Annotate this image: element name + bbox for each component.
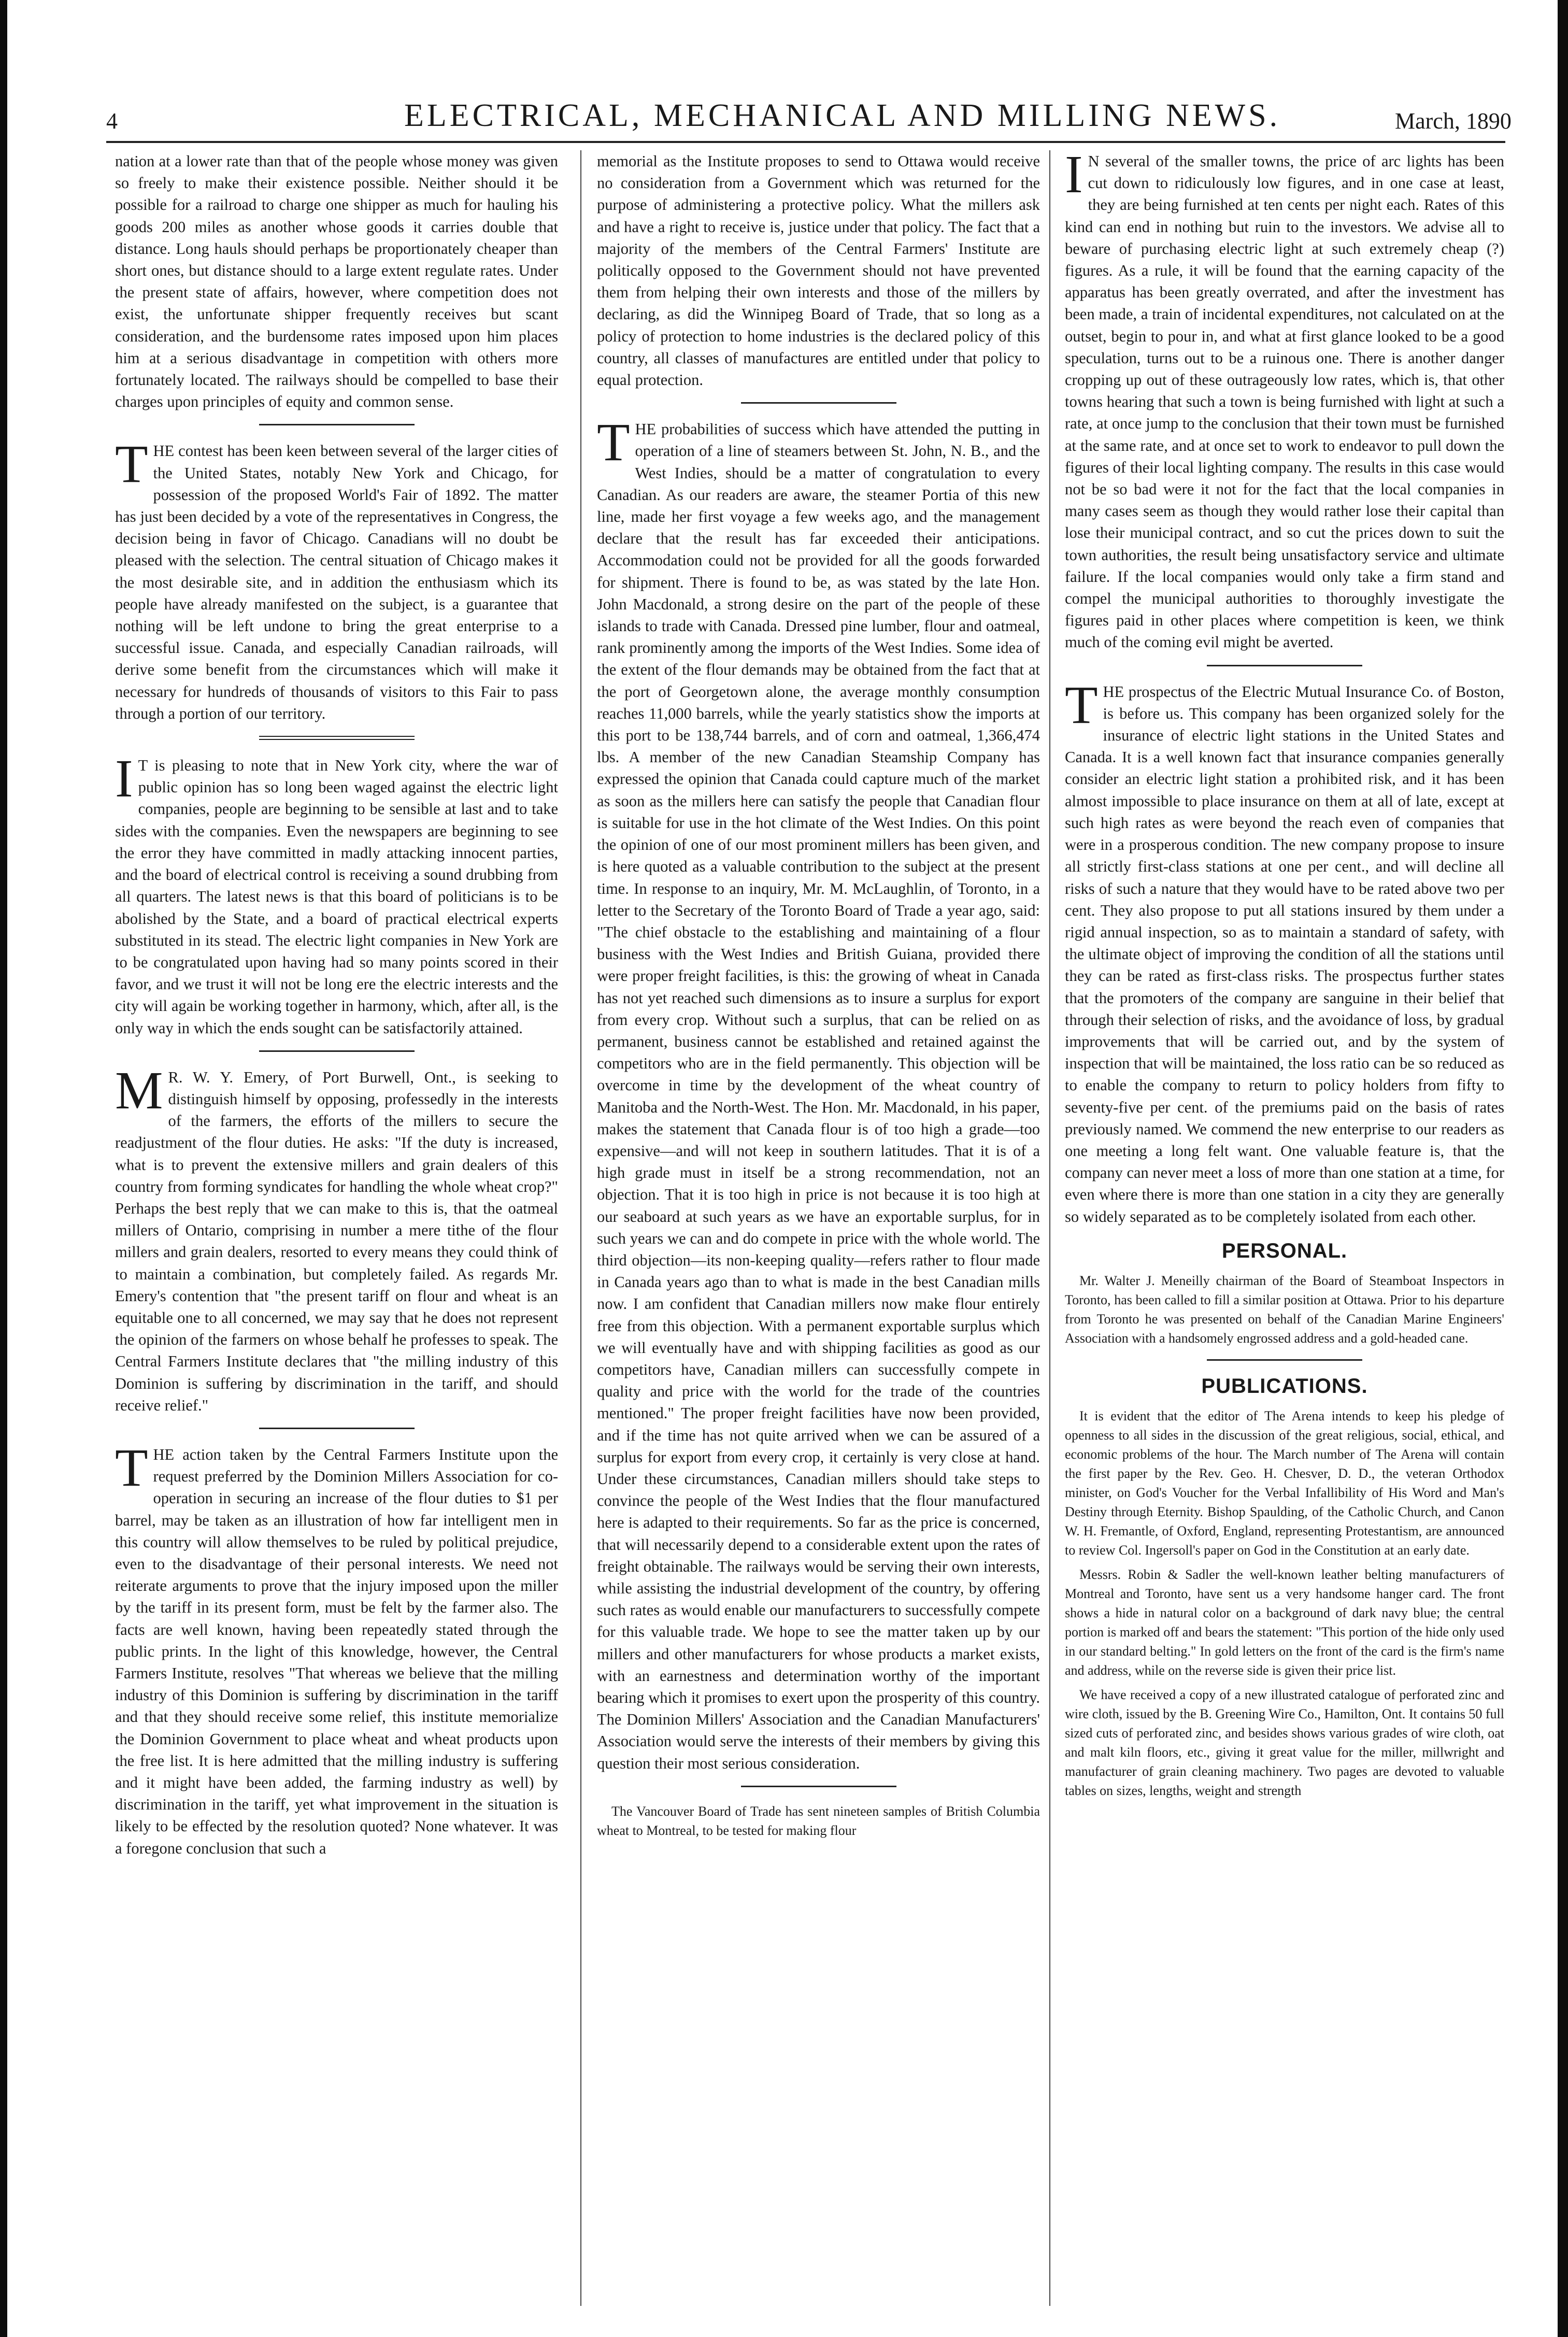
scan-edge-left: [0, 0, 7, 2337]
scan-edge-right: [1558, 0, 1568, 2337]
article-text: R. W. Y. Emery, of Port Burwell, Ont., is seeking to distinguish himself by opposing, professedly in the interests of the farmers, the efforts of the millers to secure the readjustment of the flour duties. He asks: "If the duty is increased, what is to prevent the extensive millers and grain dealers of this country from forming syndicates for handling the whole wheat crop?" Perhaps the best reply that we can make to this is, that the oatmeal millers of Ontario, comprising in number a mere tithe of the flour millers and grain dealers, resorted to every means they could think of to maintain a combination, but completely failed. As regards Mr. Emery's contention that "the present tariff on flour and wheat is an equitable one to all concerned, we may say that he does not represent the opinion of the farmers on whose behalf he professes to speak. The Central Farmers Institute declares that "the milling industry of this Dominion is suffering by discrimination in the tariff, and should receive relief.": [115, 1068, 558, 1414]
article-worlds-fair: [115, 434, 558, 724]
section-heading-personal: PERSONAL.: [1221, 1239, 1348, 1262]
publication-item: We have received a copy of a new illustrated catalogue of perforated zinc and wire cloth, issued by the B. Greening Wire Co., Hamilton, Ont. It contains 50 full sized cuts of perforated zinc, and besides shows various grades of wire cloth, oat and malt kiln floors, etc., giving it great value for the miller, millwright and manufacturer of grain cleaning machinery. Two pages are devoted to valuable tables on sizes, lengths, weight and strength: [1065, 1687, 1504, 1799]
publications-section: [1065, 1406, 1504, 1800]
column-1: [115, 150, 558, 2306]
article-text: T is pleasing to note that in New York city, where the war of public opinion has so long been waged against the electric light companies, people are beginning to be sensible at last and to take sides with the companies. Even the newspapers are beginning to see the error they have committed in madly attacking innocent parties, and the board of electrical control is receiving a sound drubbing from all quarters. The latest news is that this board of politicians is to be abolished by the State, and a board of practical electrical experts substituted in its stead. The electric light companies in New York are to be congratulated upon having had so many points scored in their favor, and we trust it will not be long ere the electric interests and the city will again be working together in harmony, which, after all, is the only way in which the ends sought can be satisfactorily attained.: [115, 757, 558, 1037]
article-memorial-continued: memorial as the Institute proposes to send to Ottawa would receive no consideration from a Government which was returned for the purpose of administering a protective policy. What the millers ask and have a right to receive is, justice under that policy. The fact that a majority of the members of the Central Farmers' Institute are politically opposed to the Government should not have prevented them from helping their own interests and those of the millers by declaring, as did the Winnipeg Board of Trade, that so long as a policy of protection to home industries is the declared policy of this country, all classes of manufactures are entitled under that policy to equal protection.: [597, 152, 1040, 389]
article-new-york-electric: [115, 749, 558, 1039]
article-railway-rates: nation at a lower rate than that of the people whose money was given so freely to make their existence possible. Neither should it be possible for a railroad to charge one shipper as much for hauling his goods 200 miles as another whose goods it carries double that distance. Long hauls should perhaps be proportionately cheaper than short ones, but distance should to a large extent regulate rates. Under the present state of affairs, however, where competition does not exist, the unfortunate shipper frequently receives but scant consideration, and the burdensome rates imposed upon him places him at a serious disadvantage in competition with others more fortunately located. The railways should be compelled to base their charges upon principles of equity and common sense.: [115, 152, 558, 411]
publication-item: It is evident that the editor of The Arena intends to keep his pledge of openness to all sides in the discussion of the great religious, social, ethical, and economic problems of the hour. The March number of The Arena will contain the first paper by the Rev. Geo. H. Chesver, D. D., the veteran Orthodox minister, on God's Voucher for the Verbal Infallibility of His Word and Man's Destiny through Eternity. Bishop Spaulding, of the Catholic Church, and Canon W. H. Fremantle, of Oxford, England, representing Protestantism, are announced to review Col. Ingersoll's paper on God in the Constitution at an early date.: [1065, 1408, 1504, 1558]
article-farmers-institute: [115, 1437, 558, 1859]
article-separator: [1207, 665, 1362, 666]
article-electric-mutual-insurance: [1065, 675, 1504, 1228]
drop-cap: I: [1065, 150, 1083, 204]
personal-section: [1065, 1271, 1504, 1348]
drop-cap: T: [1065, 675, 1098, 735]
article-text: HE action taken by the Central Farmers Institute upon the request preferred by the Dominion Millers Association for co-operation in securing an increase of the flour duties to $1 per barrel, may be taken as an illustration of how far intelligent men in this country will allow themselves to be ruled by political prejudice, even to the disadvantage of their personal interests. We need not reiterate arguments to prove that the injury imposed upon the miller by the tariff in its present form, must be felt by the farmer also. The facts are well known, having been repeatedly stated through the public prints. In the light of this knowledge, however, the Central Farmers Institute, resolves "That whereas we believe that the milling industry of this Dominion is suffering by discrimination in the tariff and that they should receive some relief, this institute memorialize the Dominion Government to place wheat and wheat products upon the free list. It is here admitted that the milling industry is suffering and it might have been added, the farming industry as well) by discrimination in the tariff, yet what improvement in the situation is likely to be effected by the resolution quoted? None whatever. It was a foregone conclusion that such a: [115, 1445, 558, 1857]
article-text: HE probabilities of success which have attended the putting in operation of a line of steamers between St. John, N. B., and the West Indies, should be a matter of congratulation to every Canadian. As our readers are aware, the steamer Portia of this new line, made her first voyage a few weeks ago, and the management declare that the result has far exceeded their anticipations. Accommodation could not be provided for all the goods forwarded for shipment. There is found to be, as was stated by the late Hon. John Macdonald, a strong desire on the part of the people of these islands to trade with Canada. Dressed pine lumber, flour and oatmeal, rank prominently among the imports of the West Indies. Some idea of the extent of the flour demands may be obtained from the fact that at the port of Georgetown alone, the average monthly consumption reaches 11,000 barrels, while the yearly statistics show the imports at this port to be 138,744 barrels, and of corn and oatmeal, 1,366,474 lbs. A member of the new Canadian Steamship Company has expressed the opinion that Canada could capture much of the market as soon as the millers here can satisfy the people that Canadian flour is suitable for use in the hot climate of the West Indies. On this point the opinion of one of our most prominent millers has been given, and is here quoted as a valuable contribution to the subject at the present time. In response to an inquiry, Mr. M. McLaughlin, of Toronto, in a letter to the Secretary of the Toronto Board of Trade a year ago, said: "The chief obstacle to the establishing and maintaining of a flour business with the West Indies and British Guiana, provided there were proper freight facilities, is this: the growing of wheat in Canada has not yet reached such dimensions as to insure a surplus for export from every crop. Without such a surplus, that can be relied on as permanent, business cannot be established and retained against the competitors who are in the field permanently. This objection will be overcome in time by the development of the wheat country of Manitoba and the North-West. The Hon. Mr. Macdonald, in his paper, makes the statement that Canada flour is of too high a grade—too expensive—and will not keep in southern latitudes. That it is of a high grade must in itself be a strong recommendation, not an objection. That it is too high in price is not because it is too high at our seaboard at such years as we have an exportable surplus, for in such years we can and do compete in price with the whole world. The third objection—its non-keeping quality—refers rather to flour made in Canada years ago than to what is made in the best Canadian mills now. I am confident that Canadian millers now make flour entirely free from this objection. With a permanent exportable surplus which we will eventually have and with shipping facilities as good as our competitors have, Canadian millers can successfully compete in quality and price with the world for the trade of the countries mentioned." The proper freight facilities have now been provided, and if the time has not quite arrived when we can be assured of a surplus for export from every crop, it certainly is very close at hand. Under these circumstances, Canadian millers should take steps to convince the people of the West Indies that the flour manufactured here is adapted to their requirements. So far as the price is concerned, that will necessarily depend to a considerable extent upon the rates of freight obtainable. The railways would be serving their own interests, while assisting the industrial development of the country, by offering such rates as would enable our manufacturers to successfully compete for this valuable trade. We hope to see the matter taken up by our millers and other manufacturers for whose products a market exists, with an earnestness and determination worthy of the important bearing which it promises to exert upon the prosperity of this country. The Dominion Millers' Association and the Canadian Manufacturers' Association would serve the interests of their members by giving this question their most serious consideration.: [597, 420, 1040, 1772]
publication-item: Messrs. Robin & Sadler the well-known leather belting manufacturers of Montreal and Toronto, have sent us a very handsome hanger card. The front shows a hide in natural color on a background of dark navy blue; the central portion is marked off and bears the statement: "This portion of the hide only used in our standard belting." In gold letters on the front of the card is the firm's name and address, while on the reverse side is given their price list.: [1065, 1567, 1504, 1678]
article-separator: [259, 736, 415, 740]
news-note-text: The Vancouver Board of Trade has sent nineteen samples of British Columbia wheat to Montreal, to be tested for making flour: [597, 1803, 1040, 1838]
article-separator: [741, 1786, 896, 1787]
issue-date: March, 1890: [1395, 108, 1512, 134]
column-rule: [1049, 150, 1050, 2306]
drop-cap: I: [115, 749, 133, 809]
masthead: ELECTRICAL, MECHANICAL AND MILLING NEWS.: [404, 98, 1281, 133]
section-heading-publications: PUBLICATIONS.: [1201, 1374, 1368, 1398]
article-emery-flour-duties: [115, 1060, 558, 1416]
drop-cap: T: [597, 412, 630, 473]
article-separator: [259, 1050, 415, 1052]
drop-cap: T: [115, 1437, 148, 1498]
header-rule: [106, 141, 1505, 143]
article-separator: [259, 1428, 415, 1429]
column-3: [1065, 150, 1504, 2306]
article-text: HE contest has been keen between several of the larger cities of the United States, notably New York and Chicago, for possession of the proposed World's Fair of 1892. The matter has just been decided by a vote of the representatives in Congress, the decision being in favor of Chicago. Canadians will no doubt be pleased with the selection. The central situation of Chicago makes it the most desirable site, and in addition the enthusiasm which its people have already manifested on the subject, is a guarantee that nothing will be left undone to bring the great enterprise to a successful issue. Canada, and especially Canadian railroads, will derive some benefit from the circumstances which will make it necessary for hundreds of thousands of visitors to this Fair to pass through a portion of our territory.: [115, 442, 558, 722]
page-number: 4: [106, 108, 118, 134]
column-rule: [580, 150, 581, 2306]
section-separator: [1207, 1359, 1362, 1361]
article-separator: [259, 424, 415, 425]
article-arc-light-prices: [1065, 150, 1504, 653]
personal-item: Mr. Walter J. Meneilly chairman of the Board of Steamboat Inspectors in Toronto, has been called to fill a similar position at Ottawa. Prior to his departure from Toronto he was presented on behalf of the Canadian Marine Engineers' Association with a handsomely engrossed address and a gold-headed cane.: [1065, 1273, 1504, 1346]
article-separator: [741, 402, 896, 404]
article-text: N several of the smaller towns, the price of arc lights has been cut down to ridiculously low figures, and in one case at least, they are being furnished at ten cents per night each. Rates of this kind can end in nothing but ruin to the investors. We advise all to beware of purchasing electric light at such extremely cheap (?) figures. As a rule, it will be found that the earning capacity of the apparatus has been greatly overrated, and after the investment has been made, a train of incidental expenditures, not calculated on at the outset, begin to pour in, and what at first glance looked to be a good speculation, turns out to be a ruinous one. There is another danger cropping up out of these outrageously low rates, which is, that other towns hearing that such a town is being furnished with light at such a rate, at once jump to the conclusion that their town must be furnished at the same rate, and at once set to work to endeavor to pull down the figures of their local lighting company. The results in this case would not be so bad were it not for the fact that the local companies in many cases seem as though they would rather lose their capital than lose their municipal contract, and so cut the prices down to suit the town authorities, the result being unsatisfactory service and ultimate failure. If the local companies would only take a firm stand and compel the municipal authorities to thoroughly investigate the figures paid in other places where competition is keen, we think much of the coming evil might be averted.: [1065, 152, 1504, 651]
article-west-indies-steamers: [597, 412, 1040, 1774]
article-text: HE prospectus of the Electric Mutual Insurance Co. of Boston, is before us. This company has been organized solely for the insurance of electric light stations in the United States and Canada. It is a well known fact that insurance companies generally consider an electric light station a prohibited risk, and it has been almost impossible to place insurance on them at all of late, except at such high rates as were beyond the reach even of companies that were in a prosperous condition. The new company propose to insure all strictly first-class stations at one per cent., and will decline all risks of such a nature that they would have to be rated above two per cent. They also propose to put all stations insured by them under a rigid annual inspection, so as to maintain a standard of safety, with the ultimate object of improving the condition of all the stations until they can be rated as first-class risks. The prospectus further states that the promoters of the company are sanguine in their belief that through their selection of risks, and the avoidance of loss, by gradual improvements that will be carried out, and by the system of inspection that will be maintained, the loss ratio can be so reduced as to enable the company to return to policy holders from fifty to seventy-five per cent. of the premiums paid on the basis of rates previously named. We commend the new enterprise to our readers as one meeting a long felt want. One valuable feature is, that the company can never meet a loss of more than one station at a time, for even where there is more than one station in a city they are generally so widely separated as to be completely isolated from each other.: [1065, 682, 1504, 1226]
drop-cap: M: [115, 1060, 163, 1120]
column-2: [597, 150, 1040, 2306]
news-note: [597, 1802, 1040, 1840]
drop-cap: T: [115, 434, 148, 494]
